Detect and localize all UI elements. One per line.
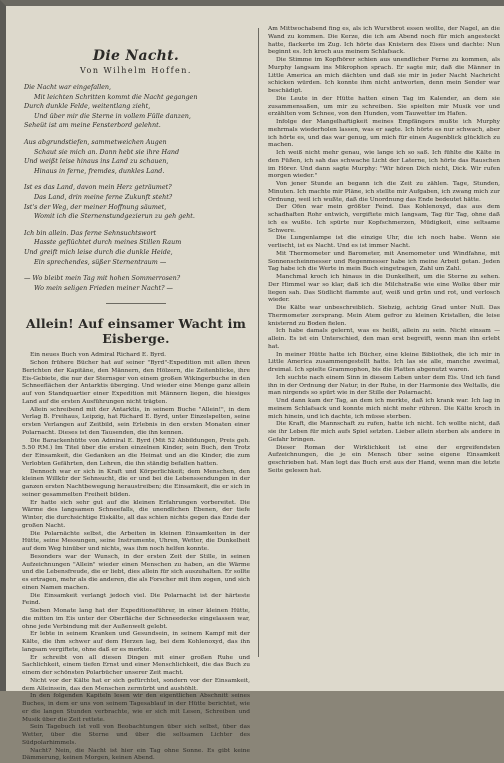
article-paragraph: Manchmal kroch ich hinaus in die Dunkelheit, um die Sterne zu sehen. Der Himmel war so klar, daß ich die Milchstraße wie eine Wolke über mir liegen sah. Das Südlicht flammte auf, weiß und grün und rot, und verlosch wieder. [268,274,500,304]
poem-stanza [24,274,250,293]
poem-line: Wo mein seligen Frieden meiner Nacht? — [34,283,173,292]
poem-body [22,83,250,293]
poem-line: Und greift mich leise durch die dunkle Heide, [24,247,173,256]
article-paragraph: In den folgenden Kapiteln lesen wir den eigentlichen Abschnitt seines Buches, in dem er uns von seinem Tagesablauf in der Hütte berichtet, wie er die langen Stunden verbrachte, wie er sich mit Lesen, Schreiben und Musik über die Zeit rettete. [22,693,250,723]
poem-line: — Wo bleibt mein Tag mit hohen Sommerrosen? [24,274,181,283]
poem-line: Die Nacht war eingefallen, [24,83,112,91]
article-paragraph: Er schreibt von all diesen Dingen mit einer großen Ruhe und Sachlichkeit, einem tiefen Ernst und einer Menschlichkeit, die das Buch zu einem der schönsten Polarbücher unserer Zeit macht. [22,654,250,677]
section-divider [106,303,166,304]
article-title: Allein! Auf einsamer Wacht im Eisberge. [25,316,247,347]
poem-stanza [24,183,250,221]
poem-line: Hinaus in ferne, fremdes, dunkles Land. [34,166,165,175]
article-paragraph: Allein schreibend mit der Antarktis, in seinem Buche "Allein!", in dem Verlag B. Freihaus, Leipzig, hat Richard E. Byrd, unter Einzelspelten, seine ersten Verlangen auf Zeitbild, sein Erlebnis in den ersten Monaten einer Polarnacht. Dieses ist den Tausenden, die ihn kennen. [22,406,250,436]
poem-stanza [24,83,250,131]
article-paragraph: Er hatte sich sehr gut auf die kleinen Erfahrungen vorbereitet. Die Wärme des langsamen Schneefalls, die unendlichen Ebenen, der tiefe Winter, die durchsichtige Eiskälte, all das schien nichts gegen das Ende der großen Nacht. [22,499,250,529]
article-paragraph: Infolge der Mangelhaftigkeit meines Empfängers mußte ich Murphy mehrmals wiederholen lassen, was er sagte. Ich hörte es nur schwach, aber ich hörte es, und das war genug, um mich für einen Augenblick glücklich zu machen. [268,119,500,149]
article-paragraph: Die Lungenlampe ist die einzige Uhr, die ich noch habe. Wenn sie verlischt, ist es Nacht. Und es ist immer Nacht. [268,235,500,249]
article-paragraph: Nicht vor der Kälte hat er sich gefürchtet, sondern vor der Einsamkeit, dem Alleinsein, das den Menschen zermürbt und aushöhlt. [22,677,250,692]
poem-line: Ist es das Land, davon mein Herz geträumet? [24,183,172,192]
article-paragraph: Besonders war der Wunsch, in der ersten Zeit der Stille, in seinen Aufzeichnungen "Allein" wieder einen Menschen zu haben, an die Wärme und die Lebensfreude, die er liebt, dies allein für sich auszuhalten. Er sollte es ertragen, mehr als die anderen, die als Forscher mit ihm zogen, und sich einen Namen machen. [22,553,250,591]
poem-line: Ist's der Weg, der meiner Hoffnung säumet, [24,202,167,211]
article-paragraph: Ich suchte nach einem Sinn in diesem Leben unter dem Eis. Und ich fand ihn in der Ordnung der Natur, in der Ruhe, in der Harmonie des Weltalls, die man nirgends so spürt wie in der Stille der Polarnacht. [268,374,500,397]
poem-author: Von Wilhelm Hoffen. [80,66,192,75]
article-paragraph: Sieben Monate lang hat der Expeditionsführer, in einer kleinen Hütte, die mitten im Eis unter der Oberfläche der Schneedecke eingelassen war, ohne jede Verbindung mit der Außenwelt gelebt. [22,608,250,630]
article-paragraph: Von jener Stunde an begann ich die Zeit zu zählen. Tage, Stunden, Minuten. Ich machte mir Pläne, ich stellte mir Aufgaben, ich zwang mich zur Ordnung, weil ich wußte, daß die Unordnung das Ende bedeutet hätte. [268,181,500,203]
poem-line: Ich bin allein. Das ferne Sehnsuchtswort [24,228,157,237]
article-paragraph: Nacht? Nein, die Nacht ist hier ein Tag ohne Sonne. Es gibt keine Dämmerung, keinen Morgen, keinen Abend. [22,747,250,762]
poem-line: Schaut sie mich an. Dann hebt sie ihre Hand [34,147,180,156]
poem-line: Durch dunkle Felde, weitentlang zieht, [24,102,151,111]
article-paragraph: Dennoch war er sich in Kraft und Körperlichkeit; dem Menschen, den kleinen Willkür der Sehnsucht, die er und bei die Lebenssendungen in der ganzen ersten Nachtbewegung heraustreiben; die Einsamkeit, die er sich in seiner gesammelten Freiheit bilden. [22,468,250,498]
poem-line: Hasste geflüchtet durch meines Stillen Raum [34,238,182,247]
column-rule [258,28,259,657]
article-paragraph: In meiner Hütte hatte ich Bücher, eine kleine Bibliothek, die ich mir in Little America zusammengestellt hatte. Ich las sie alle, manche zweimal, dreimal. Ich spielte Grammophon, bis die Platten abgenutzt waren. [268,351,500,373]
article-paragraph: Ich weiß nicht mehr genau, wie lange ich so saß. Ich fühlte die Kälte in den Füßen, ich sah das schwache Licht der Laterne, ich hörte das Rauschen im Hörer. Und dann sagte Murphy: "Wir hören Dich nicht, Dick. Wir rufen morgen wieder." [268,150,500,180]
left-column [22,26,250,762]
poem-stanza [24,229,250,267]
article-paragraph: Sein Tagebuch ist voll von Beobachtungen über sich selbst, über das Wetter, über die Sterne und über die seltsamen Lichter des Südpolarhimmels. [22,724,250,746]
poem-line: Mit leichten Schritten kommt die Nacht gegangen [34,92,198,101]
article-paragraph: Und dann kam der Tag, an dem ich merkte, daß ich krank war. Ich lag in meinem Schlafsack und konnte mich nicht mehr rühren. Die Kälte kroch in mich hinein, und ich dachte, ich müsse sterben. [268,398,500,420]
article-paragraph: Ein neues Buch von Admiral Richard E. Byrd. [30,352,167,359]
article-paragraph: Die Stimme im Kopfhörer schien aus unendlicher Ferne zu kommen, als Murphy langsam ins Mikrophon sprach. Er sagte mir, daß die Männer in Little America an mich dächten und daß sie mir in jeder Nacht Nachricht schicken würden. Ich konnte ihm nicht antworten, denn mein Sender war beschädigt. [268,57,500,94]
poem-line: Womit ich die Sternenstundgezierun zu geh geht. [34,212,195,221]
article-paragraph: Die Polarnächte selbst, die Arbeiten in kleinen Einsamkeiten in der Hütte, seine Messungen, seine Instrumente, Uhren, Wetter, die Dunkelheit auf dem Weg hinüber und nichts, was ihm noch helfen konnte. [22,530,250,553]
article-paragraph: Die Kraft, die Mannschaft zu rufen, hatte ich nicht. Ich wollte nicht, daß sie ihr Leben für mich aufs Spiel setzten. Lieber allein sterben als andere in Gefahr bringen. [268,421,500,443]
article-paragraph: Die Leute in der Hütte hatten einen Tag im Kalender, an dem sie zusammensaßen, um mir zu schreiben. Sie spielten mir Musik vor und erzählten vom Schnee, von den Hunden, vom Tauwetter im Hafen. [268,95,500,118]
article-paragraph: Die Barackenhütte von Admiral E. Byrd (Mit 52 Abbildungen, Preis geh. 5.50 RM.) Im Titel über die ersten einzelnen Kinder, sein Buch, den Trotz der Einsamkeit, die Gedanken an die Heimat und an die Kinder, die zum Verlobten Gefährten, den Lehren, die ihn ständig befallen hatten. [22,437,250,467]
poem-line: Seheüt ist am meine Fensterbord gelehnt. [24,121,161,130]
article-paragraph: Dieser Roman der Wirklichkeit ist eine der ergreifendsten Aufzeichnungen, die je ein Mensch über seine eigene Einsamkeit geschrieben hat. Man legt das Buch erst aus der Hand, wenn man die letzte Seite gelesen hat. [268,444,500,474]
article-paragraph: Am Mittwochabend fing es, als ich Wurstbrot essen wollte, der Nagel, an die Wand zu kommen. Die Kerze, die ich am Abend noch für mich angesteckt hatte, flackerte im Zug. Ich hörte das Knistern des Eises und dachte: Nun beginnt es. Ich kroch aus meinem Schlafsack. [268,26,500,56]
article-paragraph: Die Einsamkeit verlangt jedoch viel. Die Polarnacht ist der härteste Feind. [22,592,250,607]
article-paragraph: Er lebte in seinem Kranken und Gesundsein, in seinem Kampf mit der Kälte, die ihm schwer auf dem Herzen lag, bei dem Kohlenoxyd, das ihn langsam vergiftete, ohne daß er es merkte. [22,631,250,653]
poem-line: Und über mir die Sterne in vollem Fülle danzen, [34,111,191,120]
poem-line: Das Land, drin meine ferne Zukunft steht? [34,192,173,201]
article-paragraph: Die Kälte war unbeschreiblich. Siebzig, achtzig Grad unter Null. Das Thermometer zersprang. Mein Atem gefror zu kleinen Kristallen, die leise knisternd zu Boden fielen. [268,305,500,327]
poem-line: Ein sprechendes, süßer Sternentraum — [34,257,167,266]
poem-line: Und weißt leise hinaus ins Land zu schauen, [24,157,169,166]
poem-stanza [24,138,250,176]
poem-title: Die Nacht. [92,48,180,64]
poem-line: Aus abgrundstiefen, sammetweichen Augen [24,137,167,146]
article-paragraph: Der Ofen war mein größter Feind. Das Kohlenoxyd, das aus dem schadhaften Rohr entwich, vergiftete mich langsam, Tag für Tag, ohne daß ich es wußte. Ich spürte nur Kopfschmerzen, Müdigkeit, eine seltsame Schwere. [268,204,500,234]
right-column [268,26,500,661]
article-text-right [268,26,500,476]
article-paragraph: Schon frühere Bücher hat auf seiner "Byrd"-Expedition mit allen ihren Berichten der Kapitäne, den Männern, den Hölzern, die Zeitenblicke, ihre Eis-Gebiete, die nur der Sternsger von einem großen Wikingerbuche in den Schneeflächen der Antarktis überging. Und wieder eine Menge ganz allein auf von Standquartier einer Expedition mit Männern liegen, die hiesiges Land auf die ersten Ausführungen nicht trägten. [22,360,250,405]
article-paragraph: Mit Thermometer und Barometer, mit Anemometer und Windfahne, mit Sonnenscheinmesser und Regenmesser habe ich meine Arbeit getan. Jeden Tag habe ich die Werte in mein Buch eingetragen, Zahl um Zahl. [268,250,500,273]
article-paragraph: Ich habe damals gelernt, was es heißt, allein zu sein. Nicht einsam — allein. Es ist ein Unterschied, den man erst begreift, wenn man ihn erlebt hat. [268,328,500,350]
article-text-left [22,352,250,763]
